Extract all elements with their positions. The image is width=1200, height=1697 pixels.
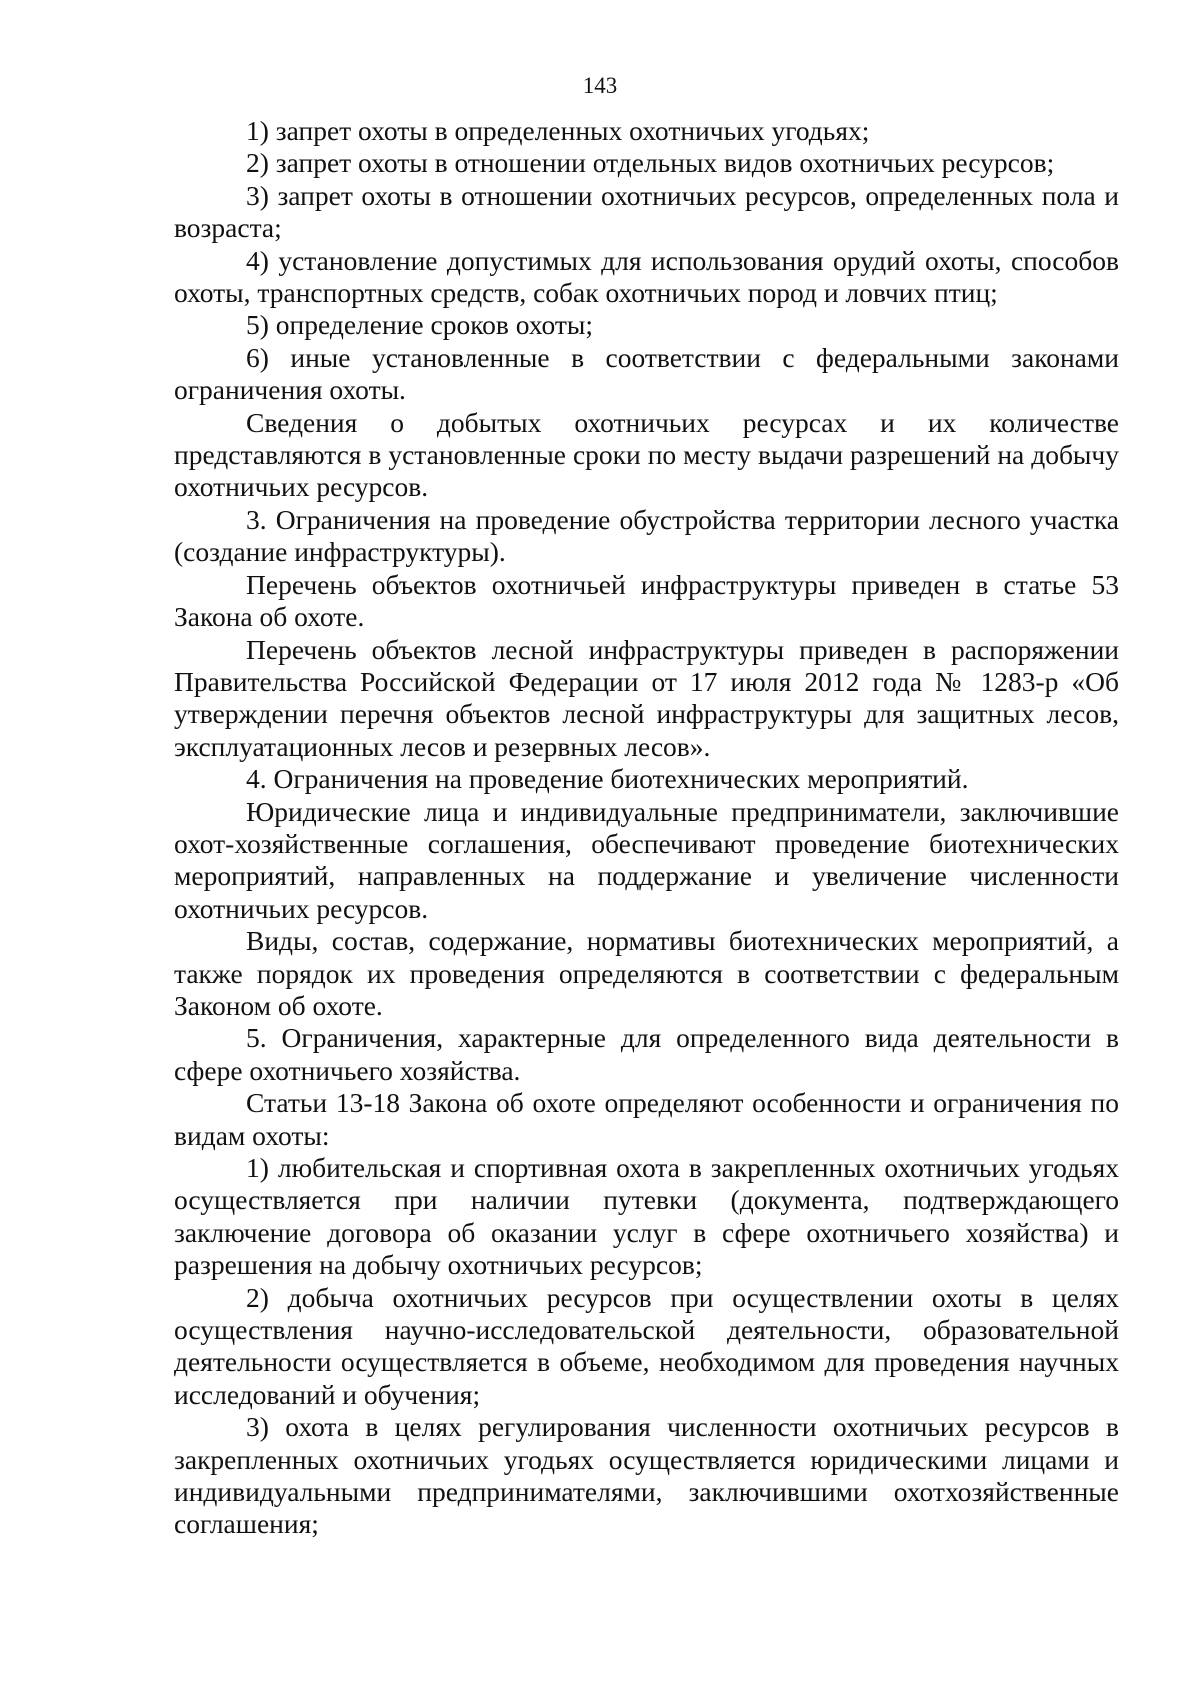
paragraph: Сведения о добытых охотничьих ресурсах и их количестве представляются в установленные сроки по месту выдачи разрешений на добычу охотничьих ресурсов. — [174, 406, 1119, 503]
paragraph: 3) охота в целях регулирования численности охотничьих ресурсов в закрепленных охотничьих угодьях осуществляется юридическими лицами и индивидуальными предпринимателями, заключившими охотхозяйственные соглашения; — [174, 1411, 1119, 1540]
paragraph: 4. Ограничения на проведение биотехнических мероприятий. — [246, 763, 969, 795]
paragraph: 5) определение сроков охоты; — [246, 309, 594, 341]
paragraph: 5. Ограничения, характерные для определенного вида деятельности в сфере охотничьего хозяйства. — [174, 1022, 1119, 1086]
paragraph: Юридические лица и индивидуальные предприниматели, заключившие охот-хозяйственные соглашения, обеспечивают проведение биотехнических мероприятий, направленных на поддержание и увеличение численности охотничьих ресурсов. — [174, 795, 1119, 924]
paragraph: 1) запрет охоты в определенных охотничьих угодьях; — [246, 115, 870, 146]
paragraph: 4) установление допустимых для использования орудий охоты, способов охоты, транспортных средств, собак охотничьих пород и ловчих птиц; — [174, 244, 1119, 309]
paragraph: 2) запрет охоты в отношении отдельных видов охотничьих ресурсов; — [246, 147, 1055, 179]
paragraph: Виды, состав, содержание, нормативы биотехнических мероприятий, а также порядок их проведения определяются в соответствии с федеральным Законом об охоте. — [174, 925, 1119, 1021]
paragraph: 2) добыча охотничьих ресурсов при осуществлении охоты в целях осуществления научно-исследовательской деятельности, образовательной деятельности осуществляется в объеме, необходимом для проведения научных исследований и обучения; — [174, 1281, 1119, 1410]
paragraph: 6) иные установленные в соответствии с федеральными законами ограничения охоты. — [174, 341, 1119, 406]
document-body — [174, 115, 1119, 1541]
paragraph: Перечень объектов охотничьей инфраструктуры приведен в статье 53 Закона об охоте. — [174, 568, 1119, 633]
paragraph: Статьи 13-18 Закона об охоте определяют особенности и ограничения по видам охоты: — [174, 1087, 1119, 1151]
paragraph: 3. Ограничения на проведение обустройства территории лесного участка (создание инфраструктуры). — [174, 503, 1119, 568]
paragraph: 1) любительская и спортивная охота в закрепленных охотничьих угодьях осуществляется при наличии путевки (документа, подтверждающего заключение договора об оказании услуг в сфере охотничьего хозяйства) и разрешения на добычу охотничьих ресурсов; — [174, 1152, 1119, 1281]
paragraph: 3) запрет охоты в отношении охотничьих ресурсов, определенных пола и возраста; — [174, 179, 1119, 244]
paragraph: Перечень объектов лесной инфраструктуры приведен в распоряжении Правительства Российской Федерации от 17 июля 2012 года № 1283-р «Об утверждении перечня объектов лесной инфраструктуры для защитных лесов, эксплуатационных лесов и резервных лесов». — [174, 633, 1119, 762]
page-number: 143 — [582, 73, 618, 98]
